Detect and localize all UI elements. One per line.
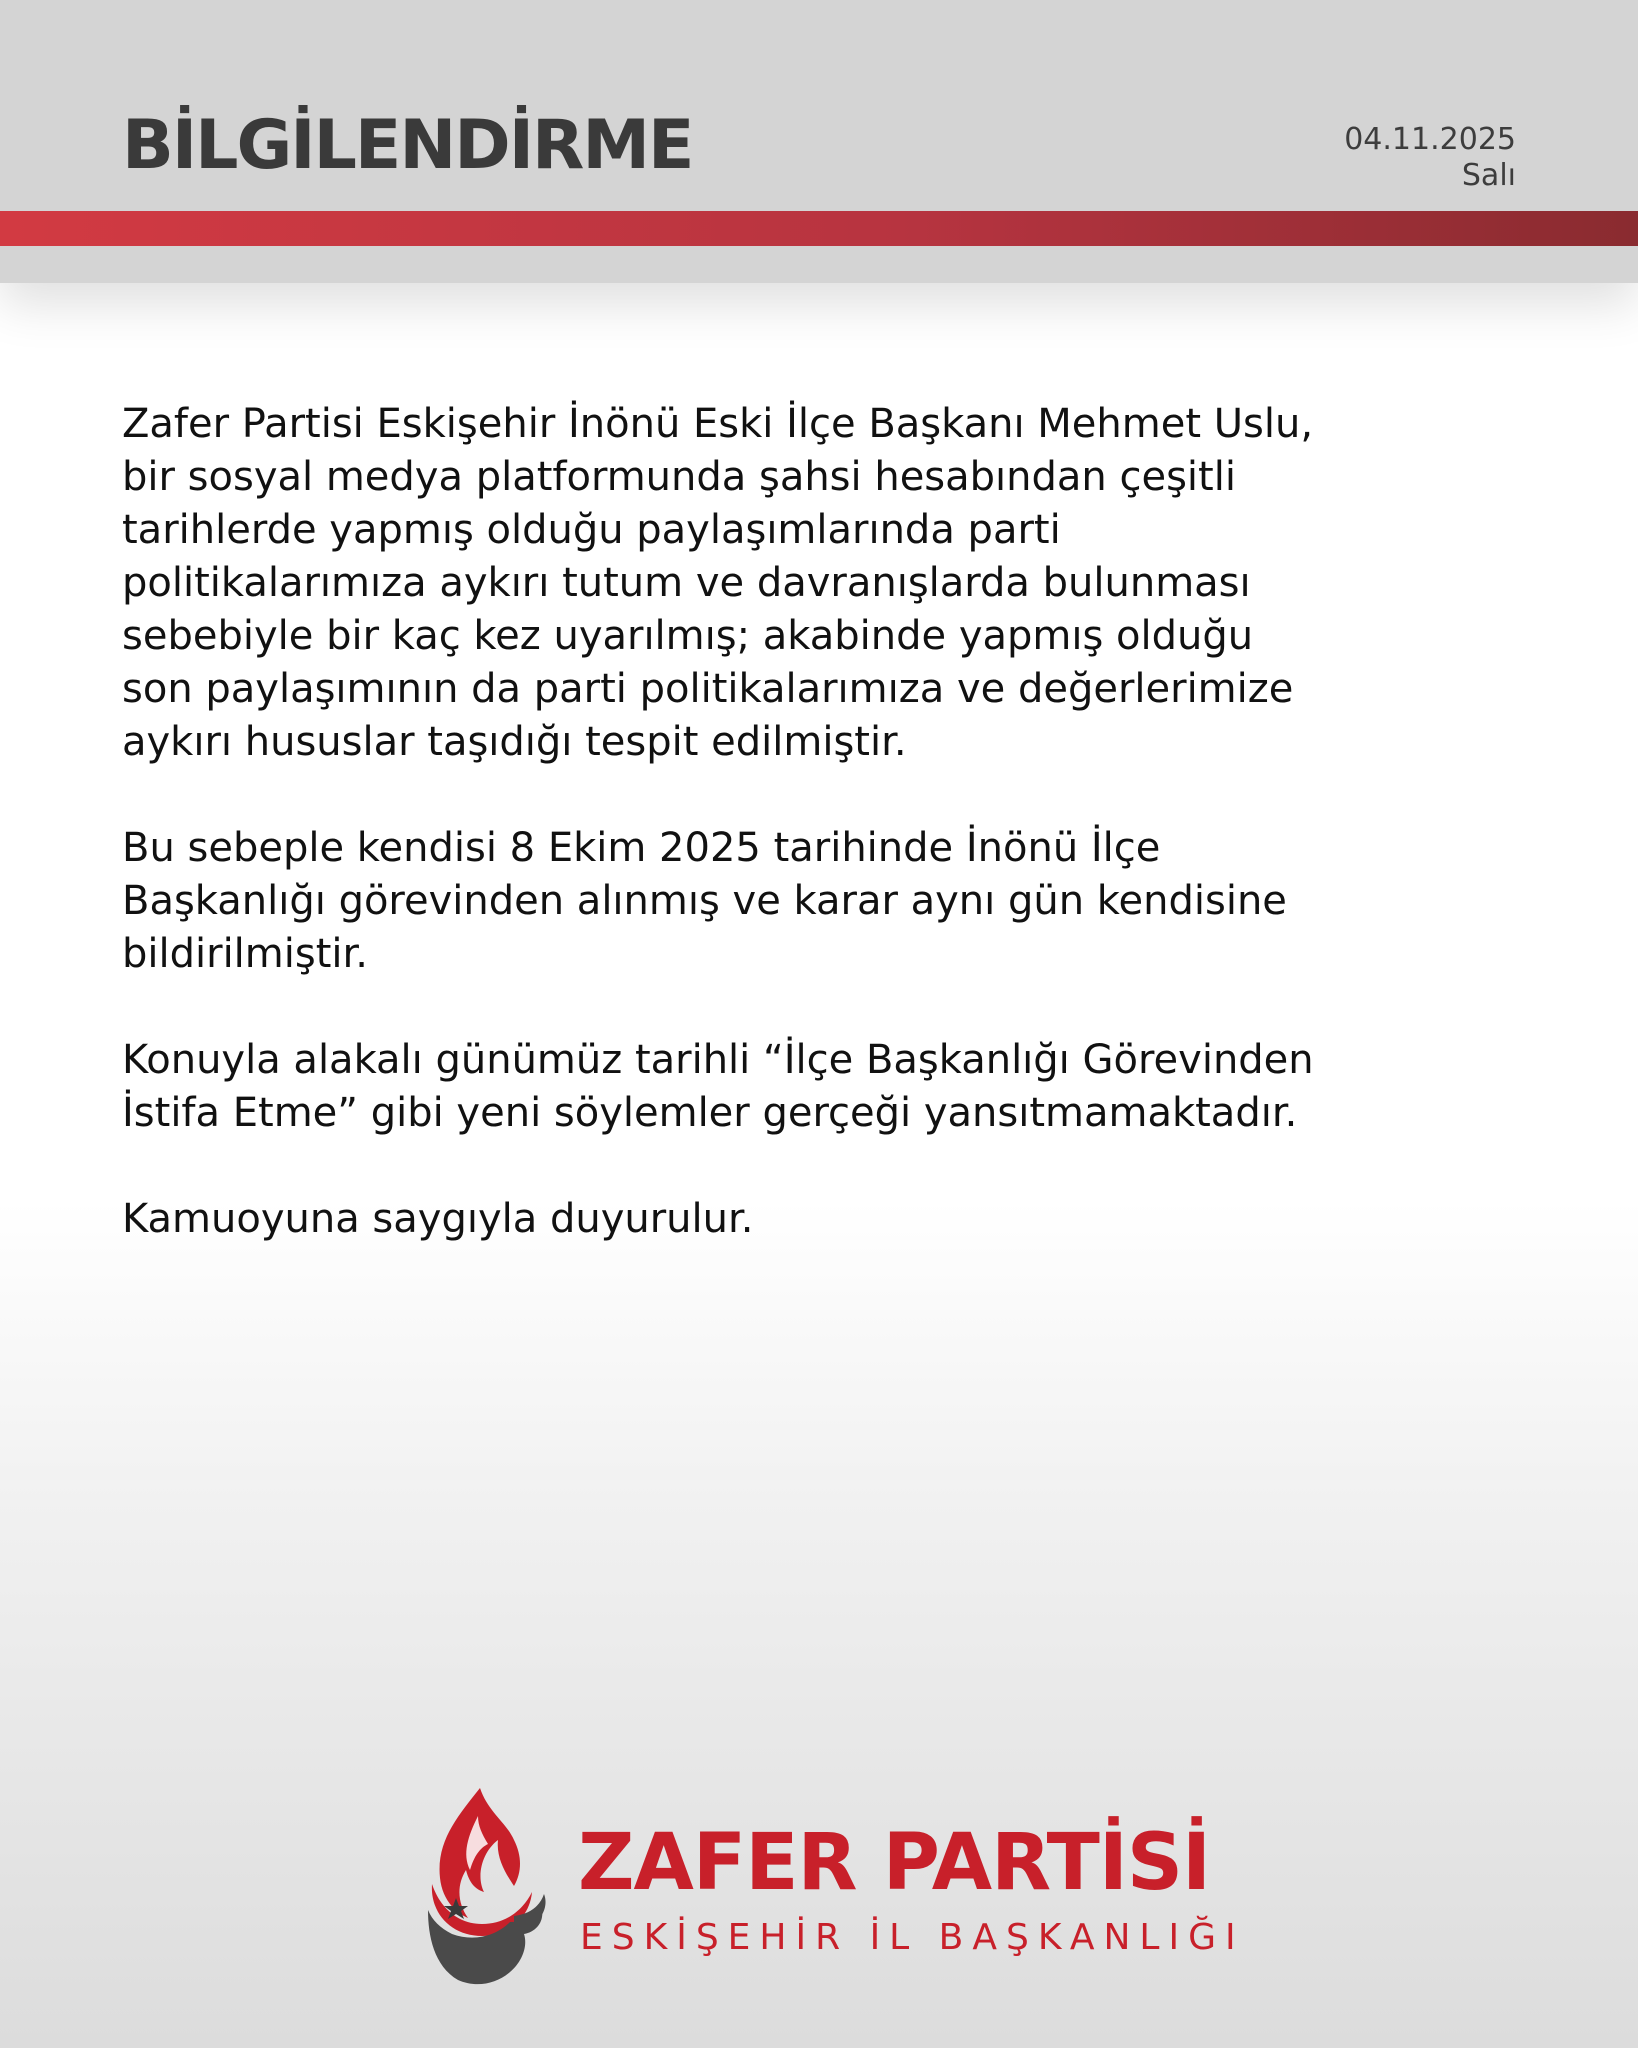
header-band [0,0,1638,283]
day-text: Salı [1461,158,1516,193]
torch-flame-crescent-star-icon [418,1786,548,1986]
date-block [1344,122,1516,194]
date-text: 04.11.2025 [1344,122,1516,157]
red-accent-stripe [0,211,1638,246]
announcement-body [122,398,1522,1299]
paragraph-3: Konuyla alakalı günümüz tarihli “İlçe Başkanlığı Görevinden İstifa Etme” gibi yeni söylemler gerçeği yansıtmamaktadır. [122,1037,1314,1136]
party-logo [418,1786,1245,1986]
paragraph-2: Bu sebeple kendisi 8 Ekim 2025 tarihinde İnönü İlçe Başkanlığı görevinden alınmış ve karar aynı gün kendisine bildirilmiştir. [122,825,1287,977]
paragraph-4: Kamuoyuna saygıyla duyurulur. [122,1196,754,1242]
logo-title: ZAFER PARTİSİ [578,1818,1211,1908]
logo-subtitle: ESKİŞEHİR İL BAŞKANLIĞI [580,1917,1245,1958]
paragraph-1: Zafer Partisi Eskişehir İnönü Eski İlçe Başkanı Mehmet Uslu, bir sosyal medya platformunda şahsi hesabından çeşitli tarihlerde yapmış olduğu paylaşımlarında parti politikalarımıza aykırı tutum ve davranışlarda bulunması sebebiyle bir kaç kez uyarılmış; akabinde yapmış olduğu son paylaşımının da parti politikalarımıza ve değerlerimize aykırı hususlar taşıdığı tespit edilmiştir. [122,401,1314,765]
page-title: BİLGİLENDİRME [122,106,693,185]
